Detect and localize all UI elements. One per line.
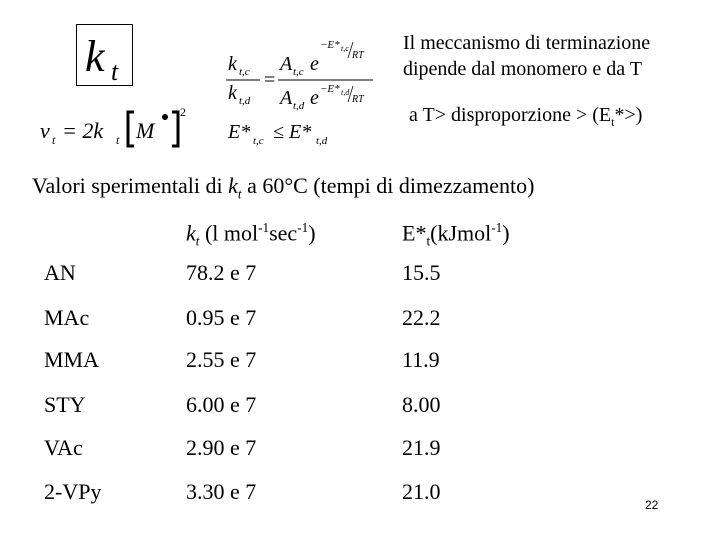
ratio-den-sub: t,d <box>239 95 251 107</box>
ratio-num-sub: t,c <box>239 66 250 78</box>
row-0-monomer: AN <box>44 260 76 285</box>
row-1-E: 22.2 <box>402 305 441 330</box>
section-title-before: Valori sperimentali di <box>32 173 229 198</box>
ratio-num-k: k <box>228 53 237 75</box>
row-3-E: 8.00 <box>402 392 441 417</box>
ineq-rhs-sub: t,d <box>316 135 328 147</box>
section-title-k: k <box>228 173 238 198</box>
header-kt-exp2: -1 <box>297 220 309 235</box>
row-5-monomer: 2-VPy <box>44 479 102 504</box>
description-line-1: Il meccanismo di terminazione <box>403 32 651 54</box>
rate-M: M <box>136 118 155 143</box>
row-5-kt: 3.30 e 7 <box>186 479 257 504</box>
rate-lhs: v <box>40 118 50 143</box>
exp-den-sub-d: t,d <box>341 88 350 97</box>
header-kt-k: k <box>186 220 196 246</box>
termination-formulas <box>30 28 390 153</box>
exp-num-E: −E* <box>320 39 340 51</box>
exp-num-RT: RT <box>352 50 364 61</box>
ratio-eq: = <box>264 69 276 91</box>
A-num: A <box>280 53 293 75</box>
disproportion-end: *>) <box>614 104 643 126</box>
row-4-E: 21.9 <box>402 435 441 460</box>
row-2-kt: 2.55 e 7 <box>186 347 257 372</box>
section-title <box>32 173 534 202</box>
header-kt-text3: ) <box>308 220 316 246</box>
row-0-E: 15.5 <box>402 260 441 285</box>
kt-symbol-t: t <box>111 57 119 86</box>
A-den-sub: t,d <box>293 100 305 112</box>
row-0-kt: 78.2 e 7 <box>186 260 257 285</box>
header-E-exp: -1 <box>491 220 503 235</box>
row-4-kt: 2.90 e 7 <box>186 435 257 460</box>
section-title-t: t <box>237 186 242 202</box>
disproportion-sub: t <box>611 115 615 129</box>
row-3-kt: 6.00 e 7 <box>186 392 257 417</box>
row-4-monomer: VAc <box>44 435 83 460</box>
ineq-op: ≤ E* <box>273 121 312 143</box>
e-num: e <box>310 53 319 75</box>
header-kt-text2: sec <box>269 220 298 246</box>
kt-symbol-k: k <box>85 32 105 81</box>
row-3-monomer: STY <box>44 392 86 417</box>
header-kt <box>186 220 316 250</box>
section-title-after: a 60°C (tempi di dimezzamento) <box>241 173 535 198</box>
description-line-2: dipende dal monomero e da T <box>403 58 643 80</box>
row-2-monomer: MMA <box>44 347 100 372</box>
header-kt-exp1: -1 <box>258 220 270 235</box>
header-E-text3: ) <box>502 220 510 246</box>
rate-exp: 2 <box>180 105 186 119</box>
row-1-kt: 0.95 e 7 <box>186 305 257 330</box>
disproportion-note <box>409 104 642 130</box>
disproportion-text: a T> disproporzione > (E <box>409 104 612 126</box>
header-E-text1: E* <box>402 220 427 246</box>
ineq-lhs-sub: t,c <box>253 135 264 147</box>
ratio-den-k: k <box>228 82 237 104</box>
mechanism-description <box>403 30 650 82</box>
rate-constant-ratio <box>226 39 373 112</box>
activation-energy-inequality <box>227 121 328 147</box>
rate-equation <box>40 105 186 147</box>
exp-den-RT: RT <box>352 94 364 105</box>
page-number: 22 <box>645 498 659 512</box>
rate-lhs-sub: t <box>52 133 56 147</box>
exp-num-sub-c: t,c <box>341 44 349 53</box>
row-2-E: 11.9 <box>402 347 440 372</box>
e-den: e <box>310 87 319 109</box>
A-num-sub: t,c <box>293 66 304 78</box>
row-1-monomer: MAc <box>44 305 90 330</box>
header-E-text2: (kJmol <box>430 220 492 246</box>
exp-den-E: −E* <box>320 83 340 95</box>
header-kt-t: t <box>195 233 200 249</box>
rate-eq: = 2k <box>62 118 104 143</box>
ineq-lhs: E* <box>228 121 251 143</box>
A-den: A <box>280 87 293 109</box>
rate-k-sub: t <box>116 133 120 147</box>
header-E <box>402 220 510 250</box>
header-E-sub: t <box>426 233 431 249</box>
row-5-E: 21.0 <box>402 479 441 504</box>
header-kt-text1: (l mol <box>199 220 259 246</box>
